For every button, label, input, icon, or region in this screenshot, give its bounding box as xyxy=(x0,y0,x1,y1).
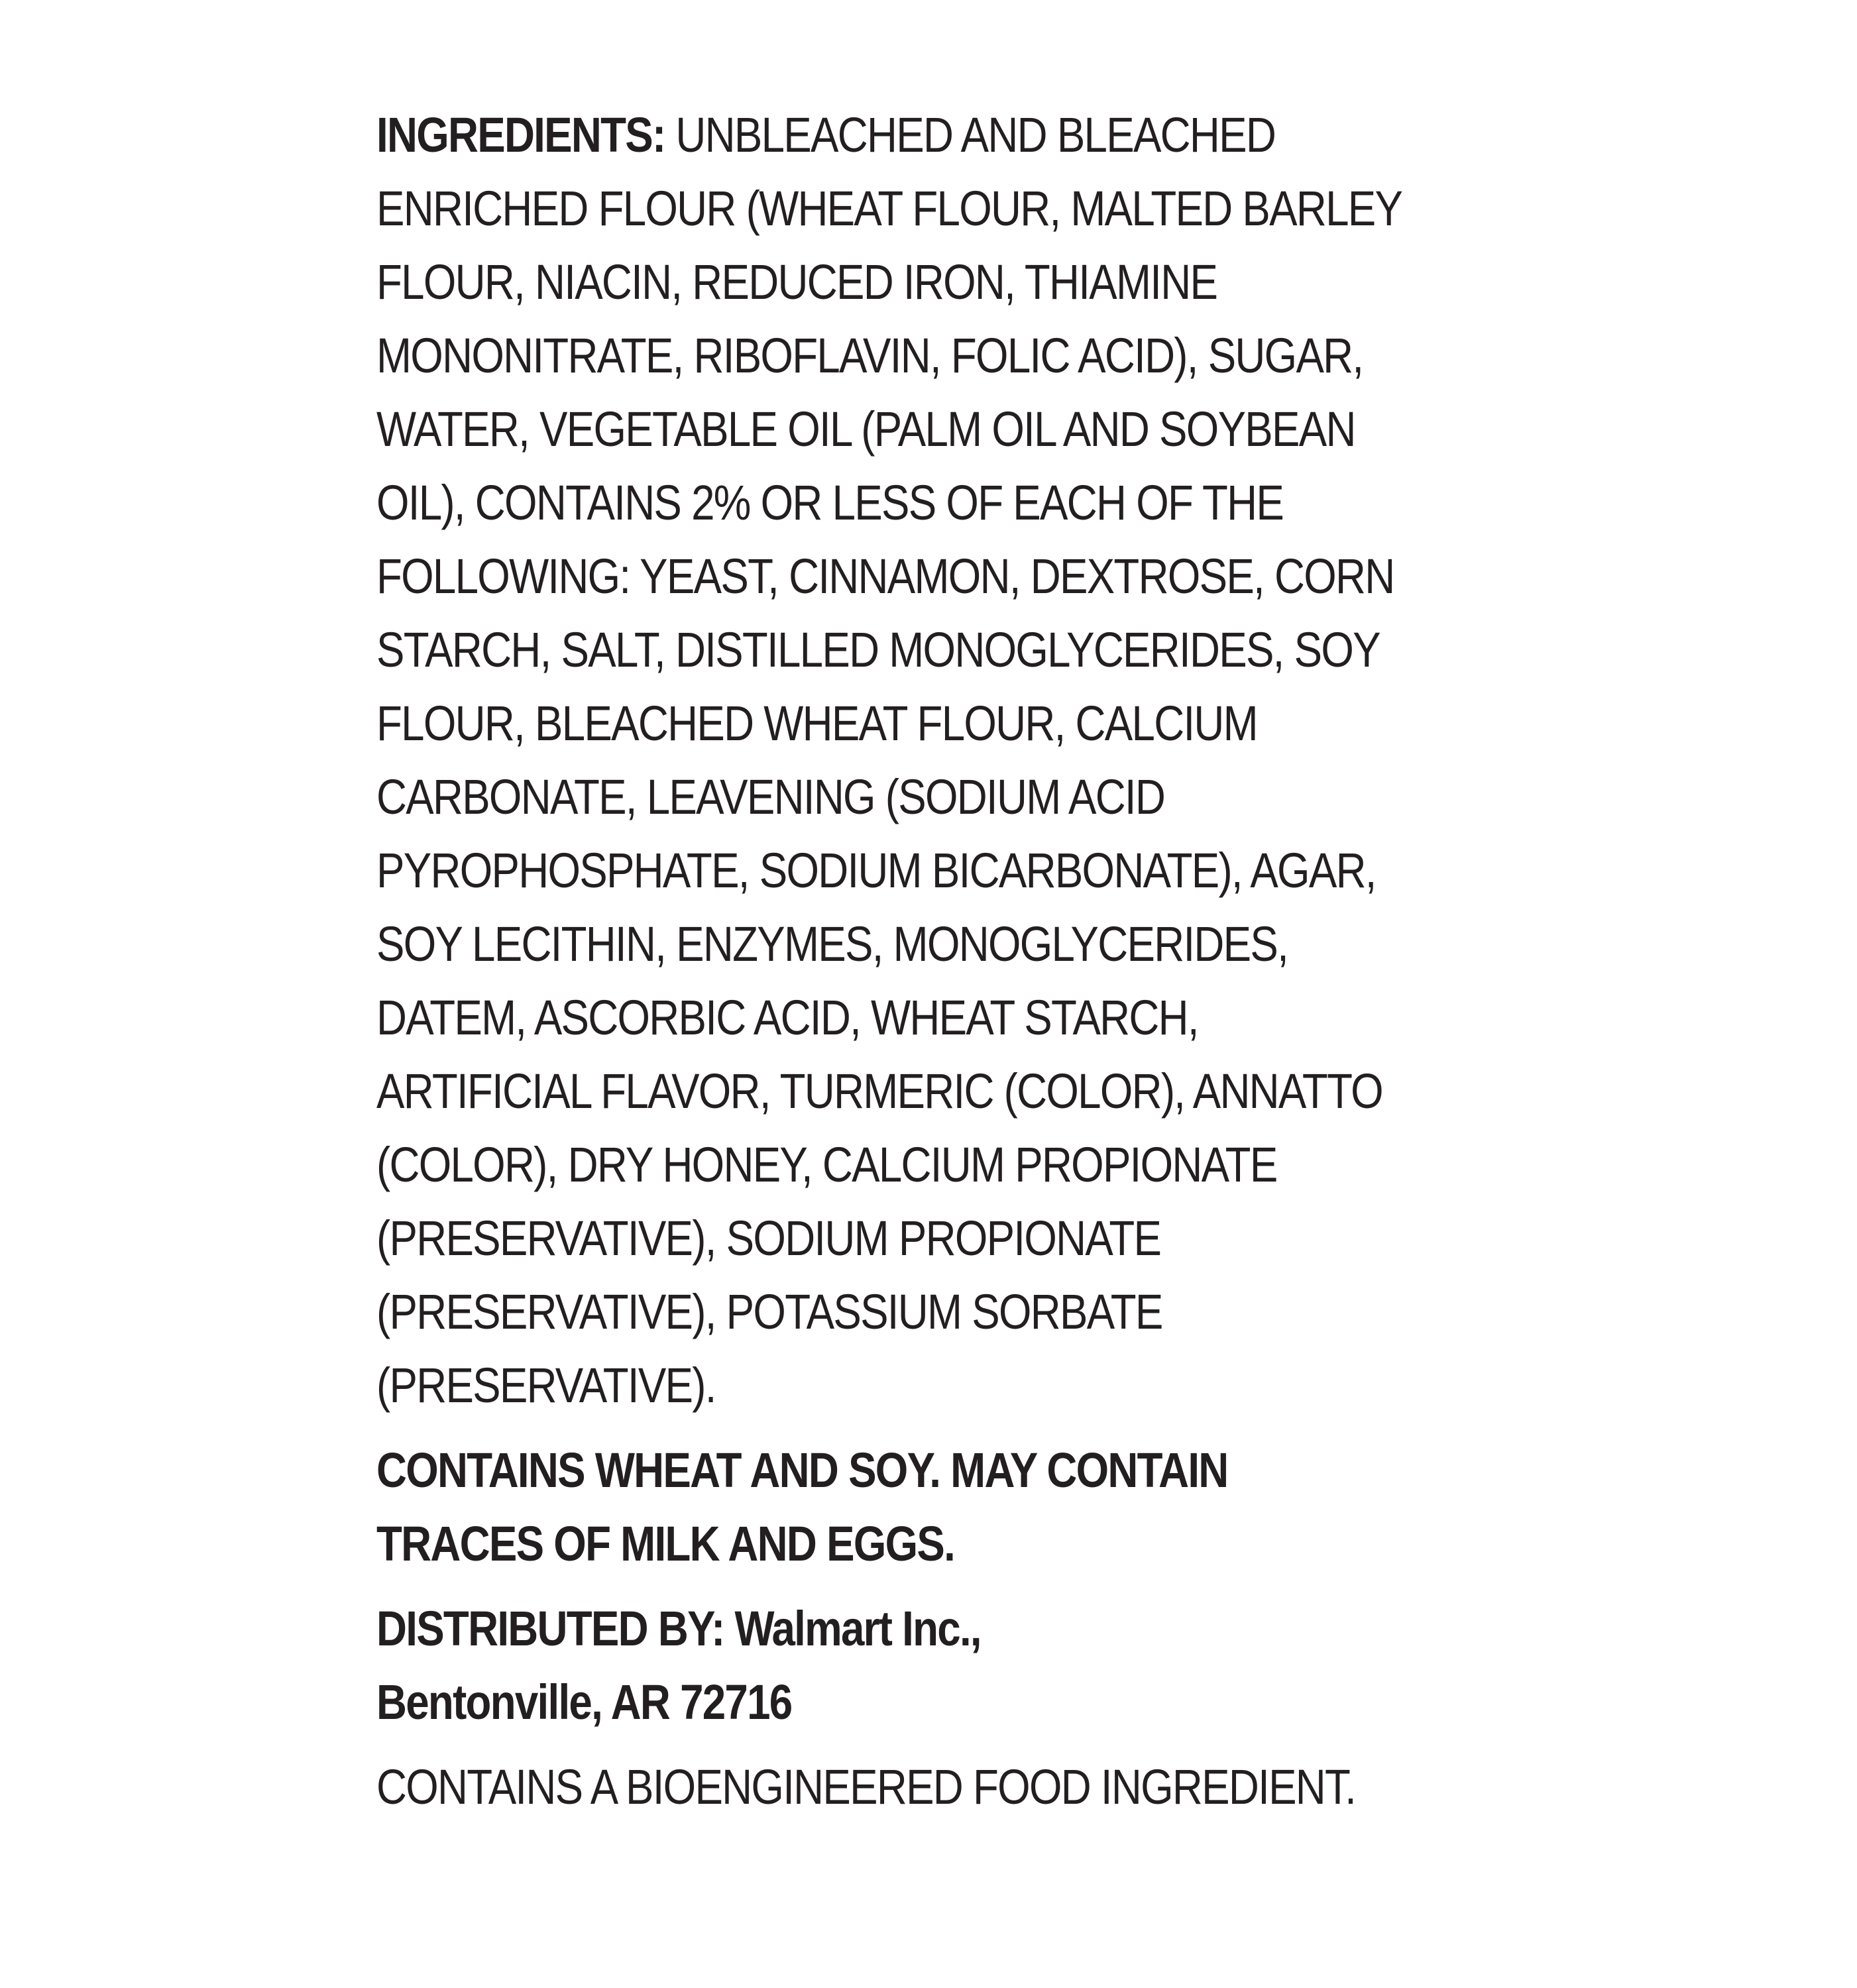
ingredients-line: FOLLOWING: YEAST, CINNAMON, DEXTROSE, CORN xyxy=(376,549,1394,604)
ingredients-text: UNBLEACHED AND BLEACHED xyxy=(675,107,1276,162)
ingredients-line: WATER, VEGETABLE OIL (PALM OIL AND SOYBEAN xyxy=(376,402,1355,457)
ingredients-line: MONONITRATE, RIBOFLAVIN, FOLIC ACID), SUGAR, xyxy=(376,328,1363,383)
distributor-label: DISTRIBUTED BY: xyxy=(376,1601,724,1656)
ingredients-line: ARTIFICIAL FLAVOR, TURMERIC (COLOR), ANNATTO xyxy=(376,1064,1382,1119)
bioengineered-disclosure xyxy=(376,1750,1505,1824)
ingredients-line: DATEM, ASCORBIC ACID, WHEAT STARCH, xyxy=(376,990,1198,1045)
ingredients-line: FLOUR, BLEACHED WHEAT FLOUR, CALCIUM xyxy=(376,696,1257,751)
distributor-line-1 xyxy=(376,1592,1505,1665)
ingredients-line: SOY LECITHIN, ENZYMES, MONOGLYCERIDES, xyxy=(376,916,1288,971)
ingredients-line-1 xyxy=(376,98,1505,172)
distributor-company: Walmart Inc., xyxy=(734,1601,981,1656)
allergen-line: TRACES OF MILK AND EGGS. xyxy=(376,1516,955,1571)
ingredients-line: ENRICHED FLOUR (WHEAT FLOUR, MALTED BARLEY xyxy=(376,181,1402,236)
bioengineered-text: CONTAINS A BIOENGINEERED FOOD INGREDIENT. xyxy=(376,1759,1356,1814)
ingredients-line: PYROPHOSPHATE, SODIUM BICARBONATE), AGAR, xyxy=(376,843,1376,898)
ingredients-line: STARCH, SALT, DISTILLED MONOGLYCERIDES, SOY xyxy=(376,622,1380,677)
distributor-statement xyxy=(376,1592,1505,1739)
ingredients-line: CARBONATE, LEAVENING (SODIUM ACID xyxy=(376,769,1165,824)
ingredients-line: (PRESERVATIVE), SODIUM PROPIONATE xyxy=(376,1211,1161,1266)
ingredients-line: (PRESERVATIVE). xyxy=(376,1358,716,1413)
ingredients-statement xyxy=(376,98,1505,1422)
ingredients-line: OIL), CONTAINS 2% OR LESS OF EACH OF THE xyxy=(376,475,1284,530)
allergen-statement xyxy=(376,1433,1505,1580)
ingredients-line: (COLOR), DRY HONEY, CALCIUM PROPIONATE xyxy=(376,1137,1277,1192)
ingredients-line: FLOUR, NIACIN, REDUCED IRON, THIAMINE xyxy=(376,254,1217,309)
distributor-address: Bentonville, AR 72716 xyxy=(376,1675,792,1730)
allergen-line: CONTAINS WHEAT AND SOY. MAY CONTAIN xyxy=(376,1443,1228,1498)
ingredients-label: INGREDIENTS: xyxy=(376,107,665,162)
ingredients-line: (PRESERVATIVE), POTASSIUM SORBATE xyxy=(376,1284,1162,1339)
ingredient-label-panel xyxy=(376,98,1503,1824)
